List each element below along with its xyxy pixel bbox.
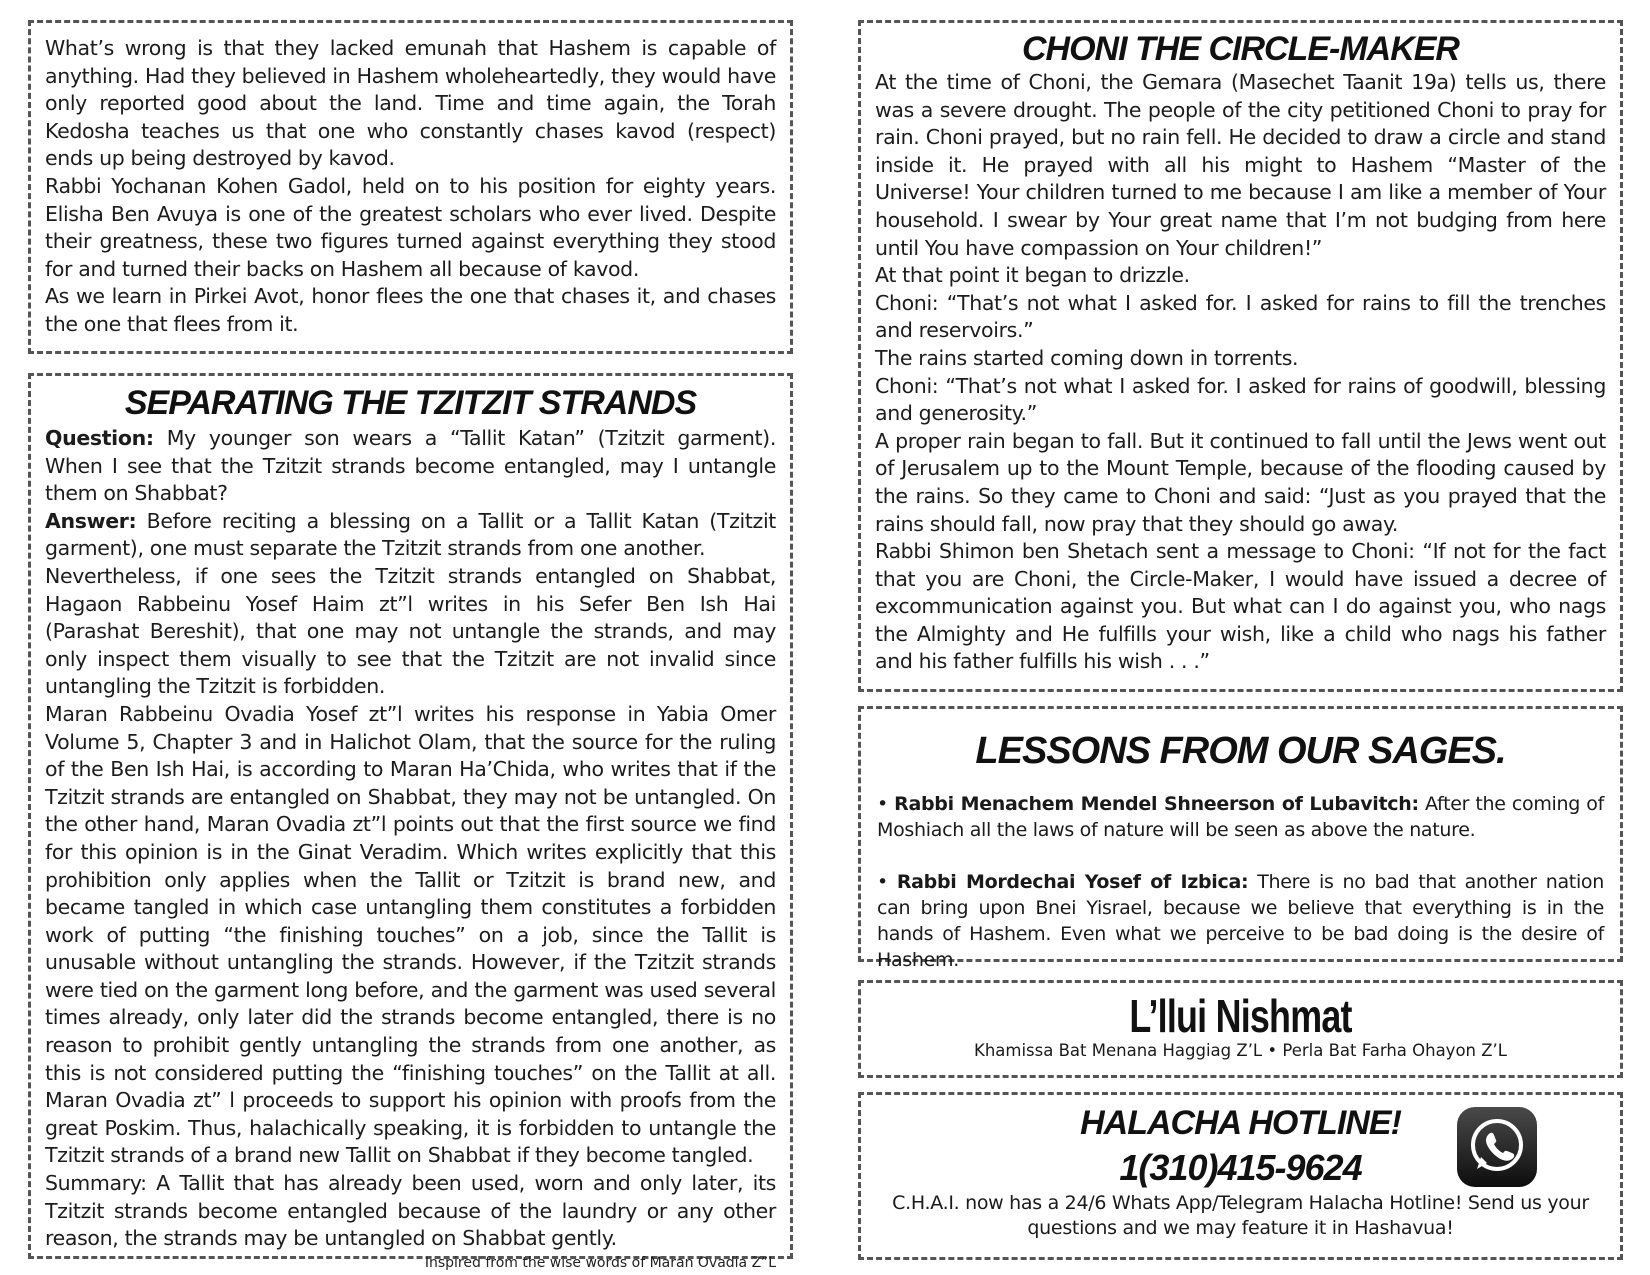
paragraph: Maran Rabbeinu Ovadia Yosef zt”l writes his response in Yabia Omer Volume 5, Chapter 3 and in Halichot Olam, that the source for the ruling of the Ben Ish Hai, is according to Maran Ha’Chida, who writes that if the Tzitzit strands are entangled on Shabbat, they may not be untangled. On the other hand, Maran Ovadia zt”l points out that the first source we find for this opinion is in the Ginat Veradim. Which writes explicitly that this prohibition only applies when the Tallit or Tzitzit is brand new, and became tangled in which case untangling them constitutes a forbidden work of putting “the finishing touches” on a job, since the Tallit is unusable without untangling the strands. However, if the Tzitzit strands were tied on the garment long before, and the garment was used several times already, only later did the strands become entangled, there is no reason to prohibit gently untangling the strands from one another, as this is not considered putting the “finishing touches” on the Tallit at all. Maran Ovadia zt” l proceeds to support his opinion with proofs from the great Poskim. Thus, halachically speaking, it is forbidden to untangle the Tzitzit strands of a brand new Tallit on Shabbat if they become tangled. [45,701,776,1168]
hotline-box [858,1092,1623,1260]
answer [45,508,776,563]
paragraph: What’s wrong is that they lacked emunah that Hashem is capable of anything. Had they believed in Hashem wholeheartedly, they would have only reported good about the land. Time and time again, the Torah Kedosha teaches us that one who constantly chases kavod (respect) ends up being destroyed by kavod. [45,36,776,171]
question [45,425,776,508]
bullet: • [877,793,895,815]
sage-name: Rabbi Menachem Mendel Shneerson of Lubavitch: [894,793,1419,815]
memorial-box [858,980,1623,1078]
sage-quote [877,869,1604,973]
choni-title: CHONI THE CIRCLE-MAKER [1022,30,1459,68]
memorial-names: Khamissa Bat Menana Haggiag Z’L • Perla Bat Farha Ohayon Z’L [974,1041,1507,1060]
paragraph: Nevertheless, if one sees the Tzitzit strands entangled on Shabbat, Hagaon Rabbeinu Yosef Haim zt”l writes in his Sefer Ben Ish Hai (Parashat Bereshit), that one may not untangle the strands, and may only inspect them visually to see that the Tzitzit are not invalid since untangling the Tzitzit is forbidden. [45,563,776,699]
tzitzit-body [45,425,776,1253]
sages-title: LESSONS FROM OUR SAGES. [975,730,1506,772]
paragraph: The rains started coming down in torrents. [875,345,1299,370]
intro-article-box [28,20,793,354]
paragraph: As we learn in Pirkei Avot, honor flees the one that chases it, and chases the one that flees from it. [45,284,776,336]
tzitzit-credit: Inspired from the wise words of Maran Ovadia Z”L [424,1254,776,1271]
hotline-title: HALACHA HOTLINE! [1080,1104,1401,1142]
answer-text: Before reciting a blessing on a Tallit or a Tallit Katan (Tzitzit garment), one must separate the Tzitzit strands from one another. [45,508,776,561]
sage-text: After the coming of Moshiach all the laws of nature will be seen as above the nature. [877,793,1604,841]
paragraph: Choni: “That’s not what I asked for. I asked for rains of goodwill, blessing and generosity.” [875,373,1606,426]
sage-name: Rabbi Mordechai Yosef of Izbica: [896,871,1249,893]
paragraph: At the time of Choni, the Gemara (Masechet Taanit 19a) tells us, there was a severe drought. The people of the city petitioned Choni to pray for rain. Choni prayed, but no rain fell. He decided to draw a circle and stand inside it. He prayed with all his might to Hashem “Master of the Universe! Your children turned to me because I am like a member of Your household. I swear by Your great name that I’m not budging from here until You have compassion on Your children!” [875,70,1606,260]
choni-body [875,69,1606,676]
question-label: Question: [45,426,154,450]
paragraph: Rabbi Yochanan Kohen Gadol, held on to his position for eighty years. Elisha Ben Avuya is one of the greatest scholars who ever lived. Despite their greatness, these two figures turned against everything they stood for and turned their backs on Hashem all because of kavod. [45,173,776,281]
paragraph: Choni: “That’s not what I asked for. I asked for rains to fill the trenches and reservoirs.” [875,290,1606,343]
hotline-phone[interactable]: 1(310)415-9624 [1119,1147,1362,1188]
memorial-title: L’llui Nishmat [1129,990,1352,1042]
paragraph: Rabbi Shimon ben Shetach sent a message to Choni: “If not for the fact that you are Choni, the Circle-Maker, I would have issued a decree of excommunication against you. But what can I do against you, who nags the Almighty and He fulfills your wish, like a child who nags his father and his father fulfills his wish . . .” [875,539,1606,674]
paragraph: At that point it began to drizzle. [875,263,1190,288]
question-text: My younger son wears a “Tallit Katan” (Tzitzit garment). When I see that the Tzitzit strands become entangled, may I untangle them on Shabbat? [45,426,776,506]
sage-quote [877,791,1604,843]
answer-label: Answer: [45,508,137,533]
paragraph: Summary: A Tallit that has already been used, worn and only later, its Tzitzit strands become entangled because of the laundry or any other reason, the strands may be untangled on Shabbat gently. [45,1171,776,1251]
paragraph: A proper rain began to fall. But it continued to fall until the Jews went out of Jerusalem up to the Mount Temple, because of the flooding caused by the rains. So they came to Choni and said: “Just as you prayed that the rains should fall, now pray that they should go away. [875,428,1606,536]
intro-article-body [45,35,776,339]
tzitzit-article-box [28,373,793,1271]
hotline-text: C.H.A.I. now has a 24/6 Whats App/Telegram Halacha Hotline! Send us your questions and we may feature it in Hashavua! [892,1192,1589,1239]
sages-box [858,706,1623,971]
sage-text: There is no bad that another nation can bring upon Bnei Yisrael, because we believe that everything is in the hands of Hashem. Even what we perceive to be bad doing is the desire of Hashem. [877,871,1604,971]
whatsapp-glyph [1457,1107,1537,1187]
tzitzit-title: SEPARATING THE TZITZIT STRANDS [124,384,697,422]
whatsapp-icon[interactable] [1457,1107,1537,1187]
bullet: • [877,871,897,893]
choni-article-box [858,20,1623,692]
